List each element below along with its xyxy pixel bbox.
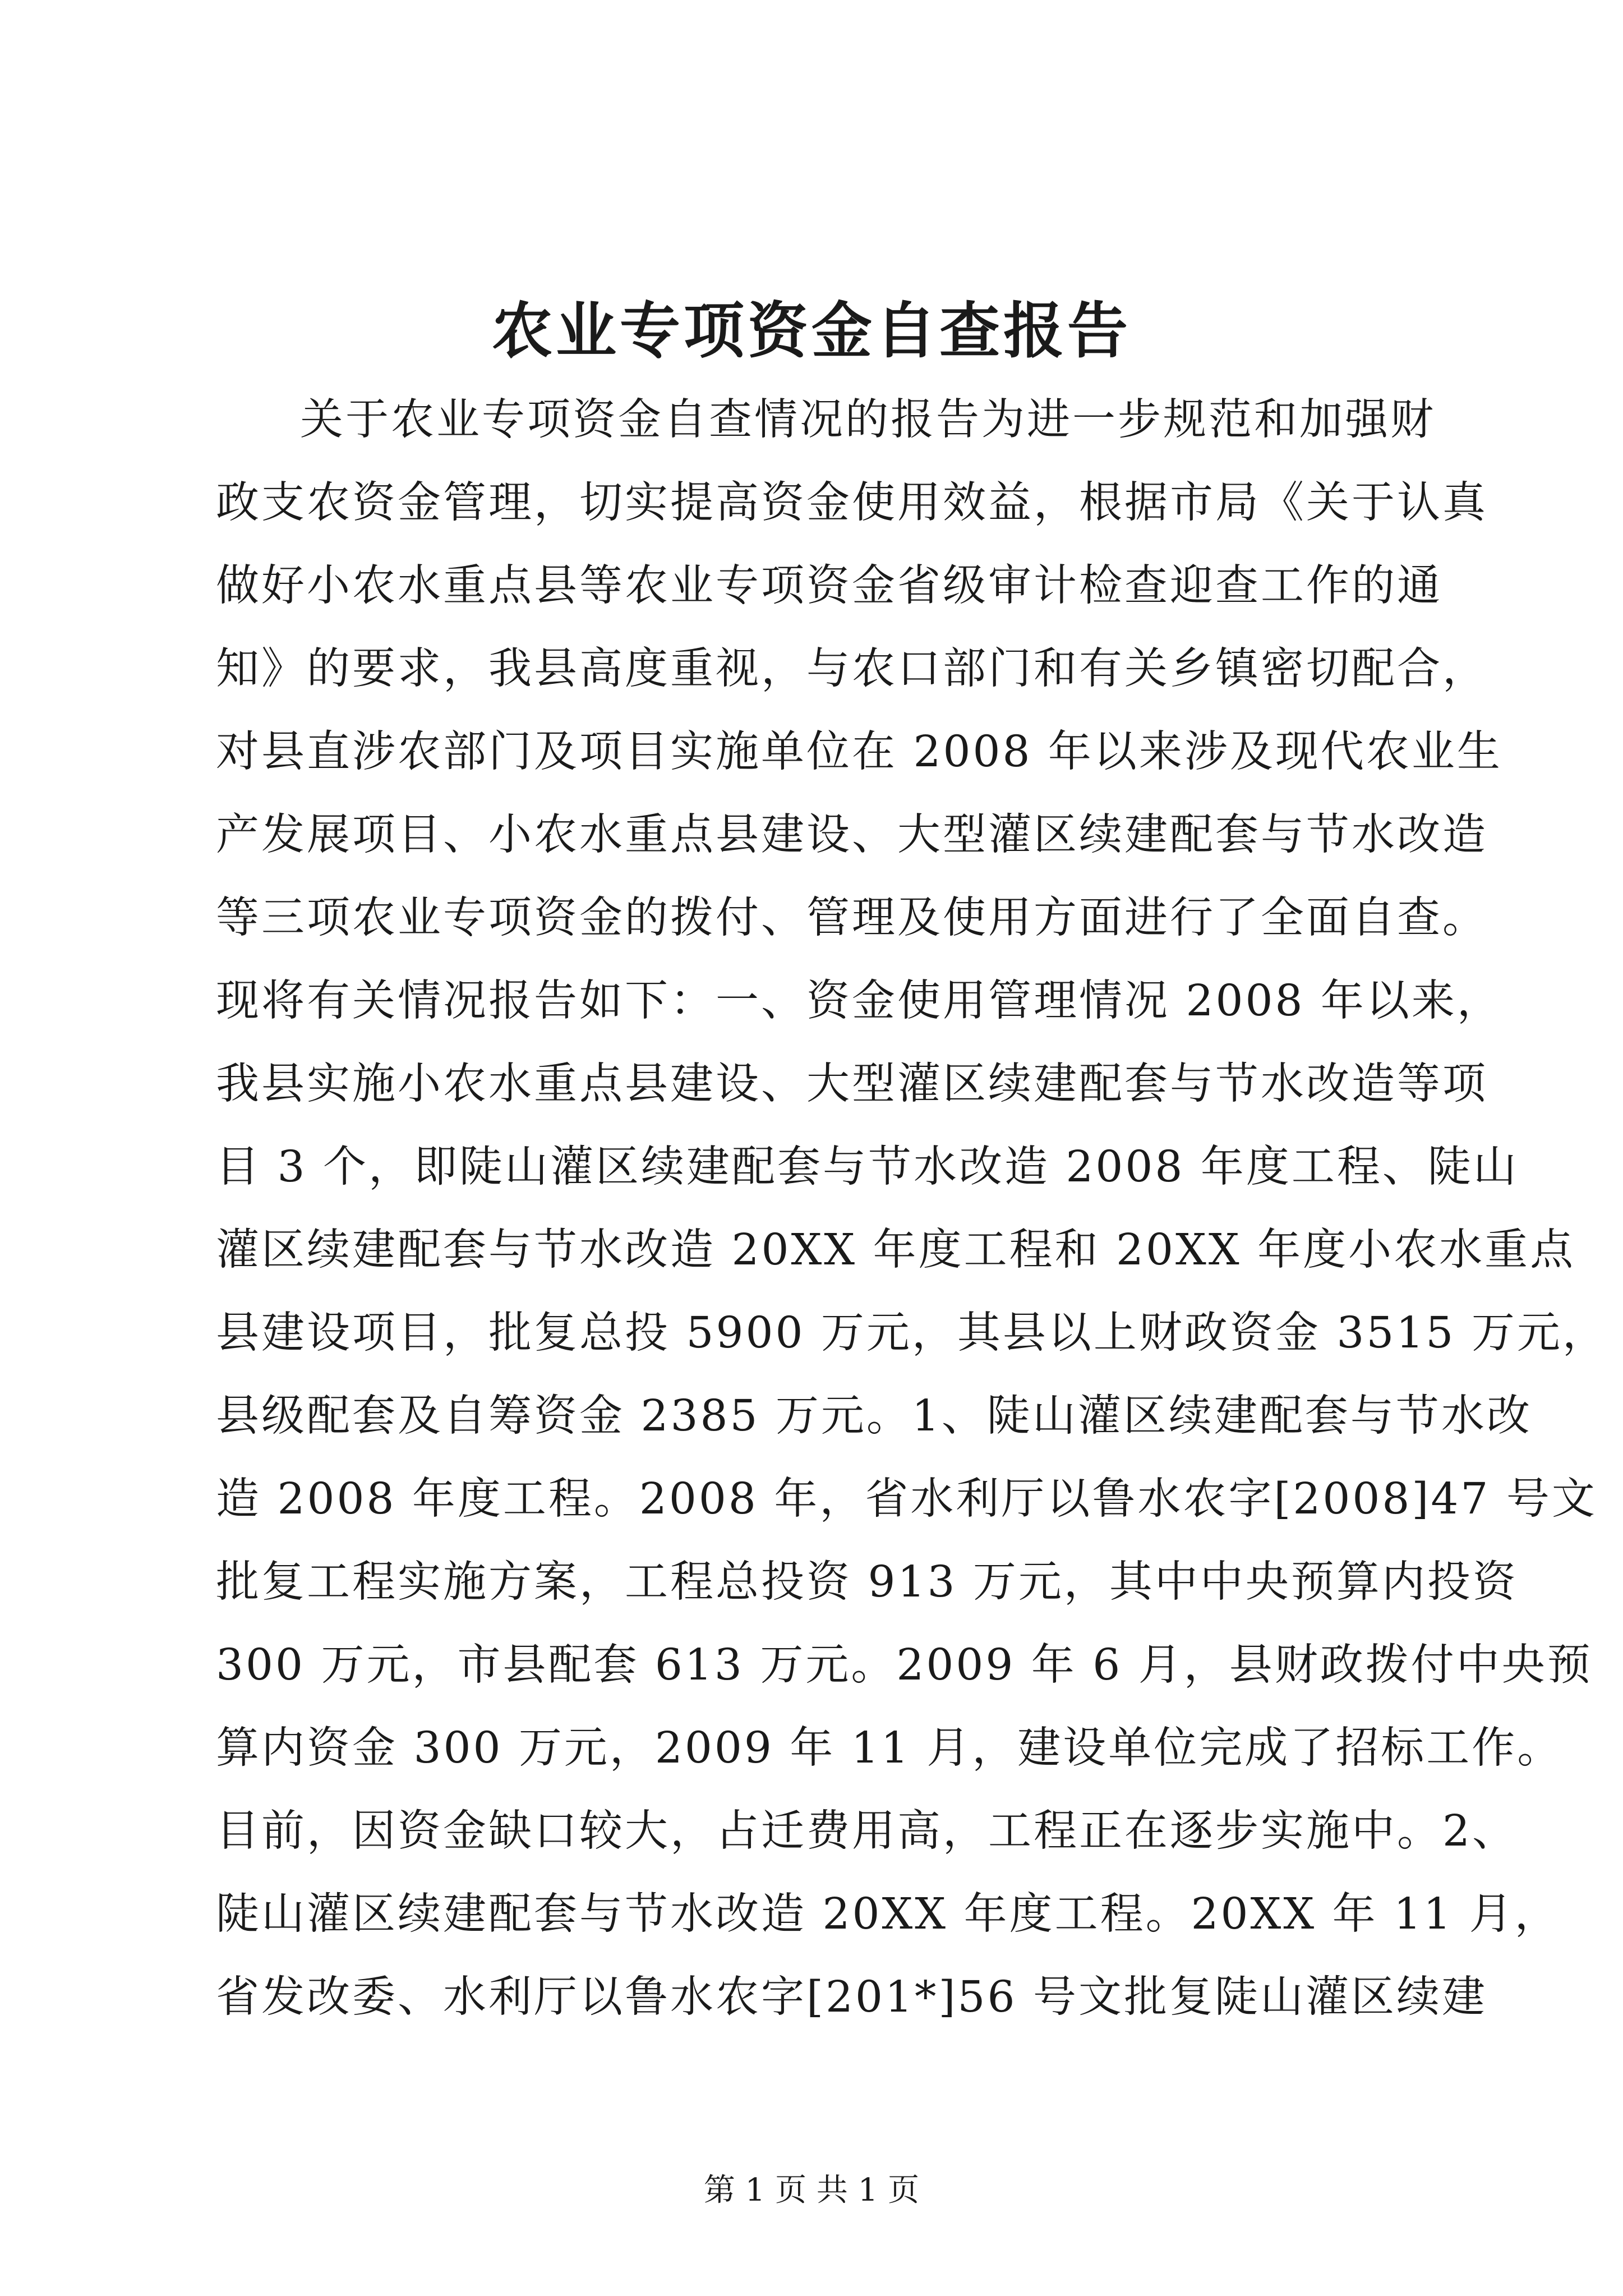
body-line: 产发展项目、小农水重点县建设、大型灌区续建配套与节水改造 [216,810,1488,860]
body-line: 对县直涉农部门及项目实施单位在 2008 年以来涉及现代农业生 [216,727,1502,777]
body-line: 目前，因资金缺口较大，占迁费用高，工程正在逐步实施中。2、 [216,1806,1518,1856]
body-line: 目 3 个，即陡山灌区续建配套与节水改造 2008 年度工程、陡山 [216,1142,1519,1192]
document-title: 农业专项资金自查报告 [491,296,1131,366]
body-line: 300 万元，市县配套 613 万元。2009 年 6 月，县财政拨付中央预 [216,1640,1593,1690]
body-line: 省发改委、水利厅以鲁水农字[201*]56 号文批复陡山灌区续建 [216,1972,1488,2022]
body-line: 关于农业专项资金自查情况的报告为进一步规范和加强财 [300,395,1436,445]
body-line: 陡山灌区续建配套与节水改造 20XX 年度工程。20XX 年 11 月， [216,1889,1560,1939]
body-line: 等三项农业专项资金的拨付、管理及使用方面进行了全面自查。 [216,893,1488,943]
body-line: 政支农资金管理，切实提高资金使用效益，根据市局《关于认真 [216,478,1488,528]
body-line: 县级配套及自筹资金 2385 万元。1、陡山灌区续建配套与节水改 [216,1391,1532,1441]
body-line: 做好小农水重点县等农业专项资金省级审计检查迎查工作的通 [216,561,1442,611]
body-line: 灌区续建配套与节水改造 20XX 年度工程和 20XX 年度小农水重点 [216,1225,1576,1275]
body-line: 知》的要求，我县高度重视，与农口部门和有关乡镇密切配合， [216,644,1488,694]
document-body [216,379,1608,2039]
body-line: 批复工程实施方案，工程总投资 913 万元，其中中央预算内投资 [216,1557,1518,1607]
page-footer: 第 1 页 共 1 页 [703,2172,920,2208]
body-line: 县建设项目，批复总投 5900 万元，其县以上财政资金 3515 万元， [216,1308,1608,1358]
body-line: 算内资金 300 万元，2009 年 11 月，建设单位完成了招标工作。 [216,1723,1563,1773]
body-line: 我县实施小农水重点县建设、大型灌区续建配套与节水改造等项 [216,1059,1488,1109]
body-line: 造 2008 年度工程。2008 年，省水利厅以鲁水农字[2008]47 号文 [216,1474,1597,1524]
body-line: 现将有关情况报告如下：一、资金使用管理情况 2008 年以来， [216,976,1502,1026]
